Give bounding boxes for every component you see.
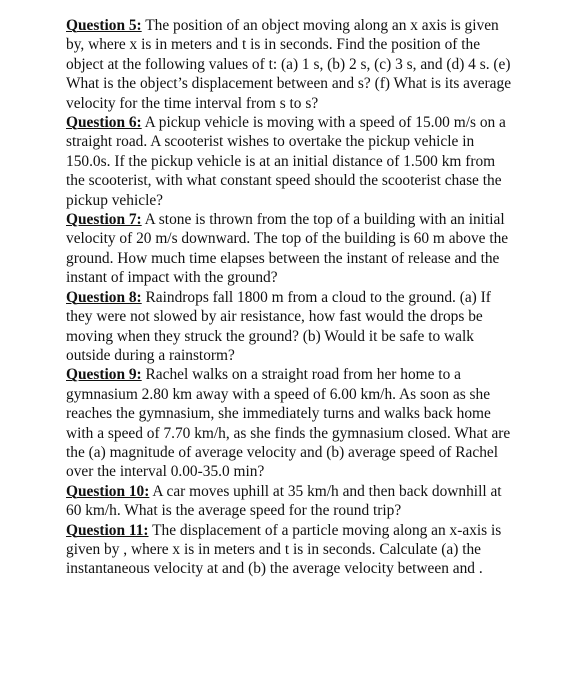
question-9-label: Question 9: bbox=[66, 366, 142, 384]
question-6-text: A pickup vehicle is moving with a speed of 15.00 m/s on a straight road. A scooterist wishes to overtake the pickup vehicle in 150.0s. If the pickup vehicle is at an initial distance of 1.500 km from the scooterist, with what constant speed should the scooterist chase the pickup vehicle? bbox=[66, 114, 506, 209]
question-8-text: Raindrops fall 1800 m from a cloud to the ground. (a) If they were not slowed by air resistance, how fast would the drops be moving when they struck the ground? (b) Would it be safe to walk outside during a rainstorm? bbox=[66, 288, 491, 364]
question-8-label: Question 8: bbox=[66, 288, 142, 306]
question-9-text: Rachel walks on a straight road from her home to a gymnasium 2.80 km away with a speed of 6.00 km/h. As soon as she reaches the gymnasium, she immediately turns and walks back home with a speed of 7.70 km/h, as she finds the gymnasium closed. What are the (a) magnitude of average velocity and (b) average speed of Rachel over the interval 0.00-35.0 min? bbox=[66, 366, 511, 481]
question-6 bbox=[66, 113, 512, 210]
question-7-label: Question 7: bbox=[66, 211, 142, 229]
question-7-text: A stone is thrown from the top of a building with an initial velocity of 20 m/s downward. The top of the building is 60 m above the ground. How much time elapses between the instant of release and the instant of impact with the ground? bbox=[66, 211, 509, 287]
question-11-label: Question 11: bbox=[66, 521, 149, 539]
question-11-text: The displacement of a particle moving along an x-axis is given by , where x is in meters and t is in seconds. Calculate (a) the instantaneous velocity at and (b) the average velocity between and . bbox=[66, 521, 502, 578]
question-7 bbox=[66, 210, 512, 288]
question-10 bbox=[66, 482, 512, 521]
question-5 bbox=[66, 16, 512, 113]
question-9 bbox=[66, 365, 512, 481]
question-6-label: Question 6: bbox=[66, 114, 142, 132]
question-11 bbox=[66, 521, 512, 579]
question-sheet bbox=[66, 16, 512, 579]
question-10-label: Question 10: bbox=[66, 482, 150, 500]
question-10-text: A car moves uphill at 35 km/h and then back downhill at 60 km/h. What is the average speed for the round trip? bbox=[66, 482, 502, 520]
question-5-text: The position of an object moving along an x axis is given by, where x is in meters and t is in seconds. Find the position of the object at the following values of t: (a) 1 s, (b) 2 s, (c) 3 s, and (d) 4 s. (e) What is the object’s displacement between and s? (f) What is its average velocity for the time interval from s to s? bbox=[66, 17, 512, 112]
question-5-label: Question 5: bbox=[66, 17, 142, 34]
question-8 bbox=[66, 288, 512, 366]
